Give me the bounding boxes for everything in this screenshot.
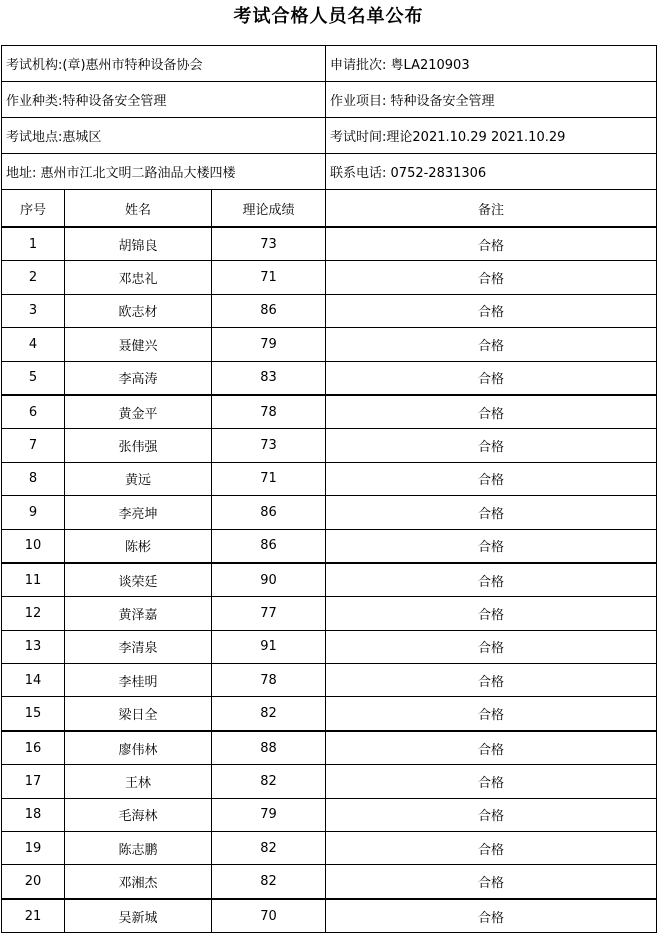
row-number: 17 [2,765,65,798]
theory-score: 71 [212,462,326,495]
table-row [2,630,657,663]
person-name: 毛海林 [65,798,212,831]
info-row [2,154,657,190]
table-row [2,597,657,630]
theory-score: 88 [212,731,326,765]
approval-batch: 申请批次: 粤LA210903 [326,46,657,82]
theory-score: 86 [212,294,326,327]
person-name: 黄泽嘉 [65,597,212,630]
row-number: 9 [2,496,65,529]
person-name: 张伟强 [65,429,212,462]
table-row [2,664,657,697]
table-row [2,429,657,462]
remark: 合格 [326,496,657,529]
header-name: 姓名 [65,190,212,228]
theory-score: 91 [212,630,326,663]
info-row [2,82,657,118]
remark: 合格 [326,328,657,361]
remark: 合格 [326,798,657,831]
theory-score: 82 [212,697,326,731]
remark: 合格 [326,563,657,597]
person-name: 王林 [65,765,212,798]
row-number: 10 [2,529,65,563]
row-number: 21 [2,899,65,933]
person-name: 吴新城 [65,899,212,933]
contact-phone: 联系电话: 0752-2831306 [326,154,657,190]
person-name: 邓湘杰 [65,865,212,899]
exam-location: 考试地点:惠城区 [2,118,326,154]
person-name: 李高涛 [65,361,212,395]
row-number: 4 [2,328,65,361]
row-number: 7 [2,429,65,462]
table-row [2,261,657,294]
theory-score: 78 [212,664,326,697]
row-number: 13 [2,630,65,663]
header-note: 备注 [326,190,657,228]
row-number: 20 [2,865,65,899]
remark: 合格 [326,832,657,865]
page-title: 考试合格人员名单公布 [233,6,424,27]
theory-score: 79 [212,328,326,361]
theory-score: 70 [212,899,326,933]
exam-org: 考试机构:(章)惠州市特种设备协会 [2,46,326,82]
theory-score: 82 [212,765,326,798]
theory-score: 82 [212,832,326,865]
theory-score: 86 [212,496,326,529]
table-row [2,731,657,765]
row-number: 14 [2,664,65,697]
theory-score: 77 [212,597,326,630]
row-number: 8 [2,462,65,495]
theory-score: 83 [212,361,326,395]
person-name: 李桂明 [65,664,212,697]
remark: 合格 [326,899,657,933]
theory-score: 82 [212,865,326,899]
remark: 合格 [326,765,657,798]
table-row [2,832,657,865]
person-name: 黄金平 [65,395,212,429]
table-row [2,395,657,429]
table-row [2,899,657,933]
person-name: 邓忠礼 [65,261,212,294]
table-row [2,462,657,495]
person-name: 陈志鹏 [65,832,212,865]
row-number: 2 [2,261,65,294]
remark: 合格 [326,664,657,697]
table-row [2,529,657,563]
person-name: 梁日全 [65,697,212,731]
table-row [2,798,657,831]
remark: 合格 [326,529,657,563]
row-number: 3 [2,294,65,327]
person-name: 廖伟林 [65,731,212,765]
address: 地址: 惠州市江北文明二路油品大楼四楼 [2,154,326,190]
table-row [2,697,657,731]
row-number: 6 [2,395,65,429]
job-type: 作业种类:特种设备安全管理 [2,82,326,118]
table-row [2,563,657,597]
job-item: 作业项目: 特种设备安全管理 [326,82,657,118]
row-number: 5 [2,361,65,395]
person-name: 谈荣廷 [65,563,212,597]
remark: 合格 [326,261,657,294]
remark: 合格 [326,597,657,630]
table-row [2,227,657,261]
row-number: 16 [2,731,65,765]
table-row [2,328,657,361]
table-header-row [2,190,657,228]
remark: 合格 [326,462,657,495]
info-row [2,46,657,82]
row-number: 12 [2,597,65,630]
table-row [2,294,657,327]
remark: 合格 [326,630,657,663]
row-number: 1 [2,227,65,261]
table-row [2,765,657,798]
info-row [2,118,657,154]
theory-score: 90 [212,563,326,597]
table-row [2,865,657,899]
remark: 合格 [326,361,657,395]
table-row [2,496,657,529]
remark: 合格 [326,731,657,765]
person-name: 欧志材 [65,294,212,327]
person-name: 李清泉 [65,630,212,663]
theory-score: 73 [212,227,326,261]
table-row [2,361,657,395]
person-name: 聂健兴 [65,328,212,361]
theory-score: 73 [212,429,326,462]
person-name: 黄远 [65,462,212,495]
remark: 合格 [326,697,657,731]
remark: 合格 [326,865,657,899]
remark: 合格 [326,395,657,429]
theory-score: 86 [212,529,326,563]
row-number: 19 [2,832,65,865]
header-no: 序号 [2,190,65,228]
person-name: 胡锦良 [65,227,212,261]
person-name: 李亮坤 [65,496,212,529]
theory-score: 79 [212,798,326,831]
person-name: 陈彬 [65,529,212,563]
row-number: 18 [2,798,65,831]
theory-score: 78 [212,395,326,429]
result-table [1,45,657,933]
remark: 合格 [326,429,657,462]
remark: 合格 [326,294,657,327]
header-score: 理论成绩 [212,190,326,228]
remark: 合格 [326,227,657,261]
exam-time: 考试时间:理论2021.10.29 2021.10.29 [326,118,657,154]
row-number: 15 [2,697,65,731]
row-number: 11 [2,563,65,597]
theory-score: 71 [212,261,326,294]
